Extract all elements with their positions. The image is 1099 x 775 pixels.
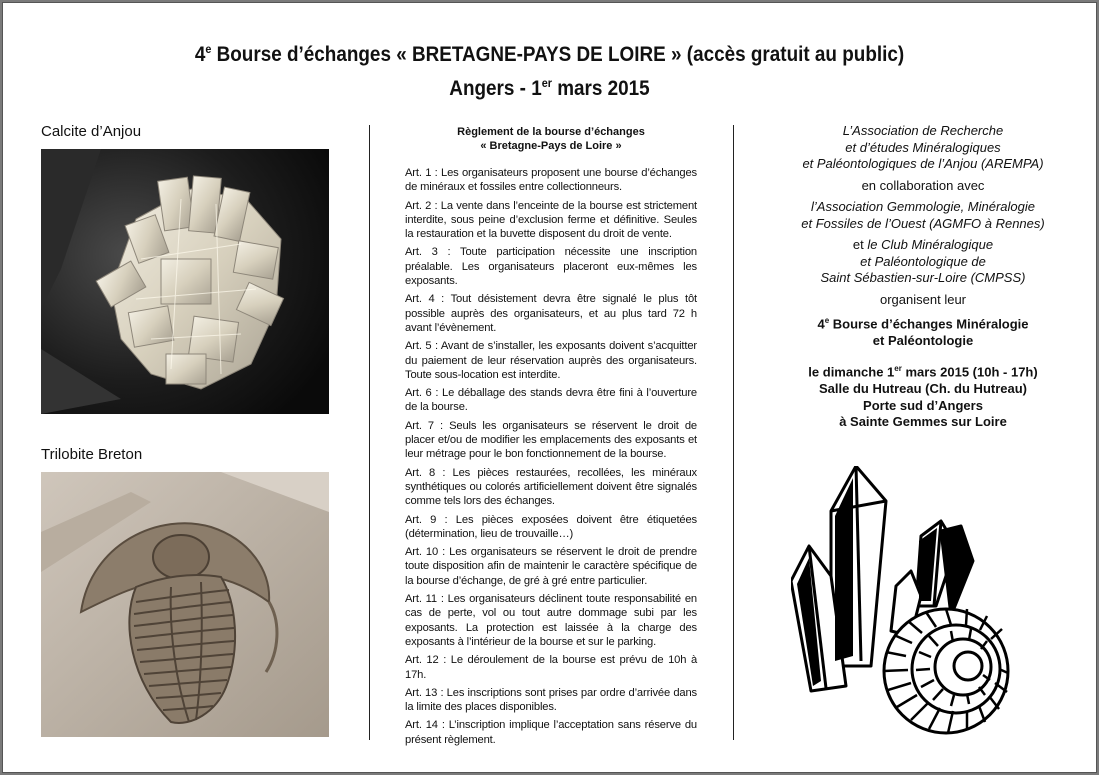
article-label: Art. 10 [405,546,439,559]
reglement-column [405,125,697,751]
article-label: Art. 2 [405,199,432,212]
article-14 [405,718,697,747]
article-text: : Avant de s’installer, les exposants doivent s’acquitter du paiement de leur réservation auprès des organisateurs. Toute sous-location est interdite. [405,340,697,381]
article-text: : La vente dans l’enceinte de la bourse est strictement interdite, sous peine d’exclusion ferme et définitive. Seules la restauration et la buvette disposent du droit de vente. [405,199,697,241]
article-10 [405,545,697,588]
article-label: Art. 5 [405,340,432,353]
article-11 [405,592,697,649]
article-label: Art. 12 [405,654,439,667]
calcite-photo [41,149,329,414]
article-label: Art. 11 [405,593,437,606]
article-label: Art. 13 [405,686,438,699]
article-12 [405,653,697,682]
collab-text: en collaboration avec [861,177,985,193]
article-1 [405,166,697,195]
title-line-1: 4e Bourse d’échanges « BRETAGNE-PAYS DE LOIRE » (accès gratuit au public) [194,42,905,66]
page-title [58,35,1042,103]
crystal-ammonite-logo [791,466,1041,741]
article-text: : Les pièces exposées doivent être étiquetées (détermination, lieu de trouvaille…) [405,513,697,540]
article-text: : Tout désistement devra être signalé le plus tôt possible auprès des organisateurs, et au plus tard 72 h avant l’évènement. [405,293,697,334]
cmpss-block: et le Club Minéralogique et Paléontologique de Saint Sébastien-sur-Loire (CMPSS) [820,237,1026,285]
calcite-caption: Calcite d’Anjou [41,123,142,140]
column-divider-right [733,125,734,740]
article-7 [405,419,697,462]
article-label: Art. 14 [405,719,438,732]
article-label: Art. 8 [405,466,436,479]
article-text: : Les organisateurs se réservent le droit de prendre toute disposition afin de maintenir le caractère spécifique de la bourse d’échange, de gré à gré entre particulier. [405,546,697,587]
article-5 [405,339,697,382]
article-text: : Les organisateurs déclinent toute responsabilité en cas de perte, vol ou tout autre dommage subi par les exposants. La protection est laissée à la charge des exposants à l’intérieur de la bourse et sur le parking. [405,593,698,648]
article-label: Art. 7 [405,419,434,432]
article-text: : Le déballage des stands devra être fini à l’ouverture de la bourse. [405,387,698,414]
article-text: : Les pièces restaurées, recollées, les minéraux synthétiques ou colorés artificiellement doivent être signalés comme tels lors des échanges. [405,466,697,508]
arempa-block: L’Association de Recherche et d’études Minéralogiques et Paléontologiques de l’Anjou (AREMPA) [802,123,1044,171]
reglement-title: Règlement de la bourse d’échanges « Bretagne-Pays de Loire » [457,126,645,152]
article-text: : Toute participation nécessite une inscription préalable. Les organisateurs placeront eux-mêmes les exposants. [405,246,697,288]
article-13 [405,686,697,715]
article-3 [405,245,697,288]
articles-list [405,166,697,747]
article-label: Art. 9 [405,513,437,526]
article-text: : Les organisateurs proposent une bourse d’échanges de minéraux et fossiles entre collectionneurs. [405,167,697,194]
event-details: le dimanche 1er mars 2015 (10h - 17h) Salle du Hutreau (Ch. du Hutreau) Porte sud d’Angers à Sainte Gemmes sur Loire [808,364,1038,430]
article-text: : L’inscription implique l’acceptation sans réserve du présent règlement. [405,719,698,746]
article-text: : Le déroulement de la bourse est prévu de 10h à 17h. [405,654,698,681]
event-name: 4e Bourse d’échanges Minéralogie et Paléontologie [817,316,1029,348]
article-text: : Seuls les organisateurs se réservent le droit de placer et/ou de modifier les emplacements des exposants et leur métrage pour le bon fonctionnement de la bourse. [405,419,697,461]
trilobite-photo [41,472,329,737]
organisent-text: organisent leur [880,291,966,307]
article-4 [405,292,697,335]
organizers-column [755,123,1091,436]
agmfo-block: l’Association Gemmologie, Minéralogie et Fossiles de l’Ouest (AGMFO à Rennes) [801,199,1045,231]
article-label: Art. 3 [405,246,438,259]
flyer-page [2,2,1097,773]
article-label: Art. 4 [405,293,435,306]
article-8 [405,466,697,509]
title-line-2: Angers - 1er mars 2015 [449,76,650,100]
article-2 [405,199,697,242]
article-6 [405,386,697,415]
trilobite-caption: Trilobite Breton [41,446,143,463]
column-divider-left [369,125,370,740]
article-9 [405,513,697,542]
article-text: : Les inscriptions sont prises par ordre d’arrivée dans la limite des places disponibles. [405,686,697,714]
article-label: Art. 6 [405,387,432,400]
article-label: Art. 1 [405,167,432,179]
